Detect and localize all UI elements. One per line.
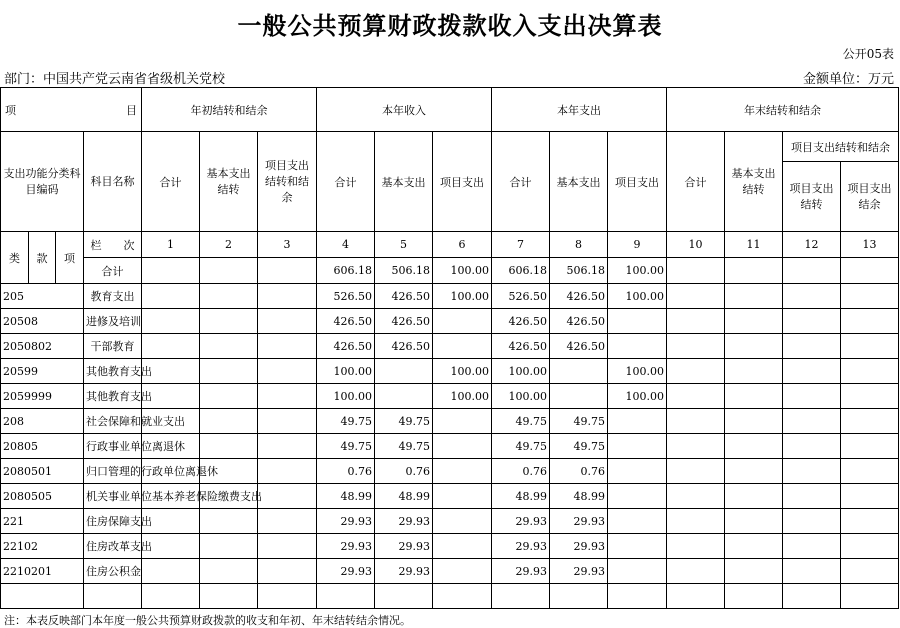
value-cell: 49.75 (550, 409, 608, 434)
value-cell: 506.18 (375, 258, 433, 284)
table-row (1, 334, 899, 359)
value-cell (608, 559, 667, 584)
header-row-groups (1, 88, 899, 132)
column-number: 3 (258, 232, 317, 258)
value-cell (550, 584, 608, 609)
value-cell (783, 309, 841, 334)
value-cell (841, 384, 899, 409)
value-cell (841, 434, 899, 459)
value-cell (667, 559, 725, 584)
value-cell (200, 309, 258, 334)
sub-header-8: 基本支出 (550, 132, 608, 232)
value-cell: 49.75 (317, 409, 375, 434)
value-cell: 426.50 (375, 309, 433, 334)
func-code-cell (1, 584, 84, 609)
value-cell (841, 409, 899, 434)
value-cell (200, 434, 258, 459)
sub-header-12: 项目支出结转 (783, 162, 841, 232)
report-title: 一般公共预算财政拨款收入支出决算表 (237, 12, 663, 40)
column-label: 栏 次 (84, 232, 142, 258)
value-cell (841, 584, 899, 609)
subject-name-cell: 社会保障和就业支出 (84, 409, 142, 434)
column-number: 9 (608, 232, 667, 258)
func-code-cell: 20508 (1, 309, 84, 334)
value-cell (258, 509, 317, 534)
value-cell: 49.75 (492, 434, 550, 459)
item-header-left: 项 (5, 103, 16, 117)
value-cell: 426.50 (375, 284, 433, 309)
value-cell: 100.00 (433, 359, 492, 384)
value-cell (258, 309, 317, 334)
value-cell: 29.93 (375, 534, 433, 559)
value-cell (841, 258, 899, 284)
value-cell (725, 284, 783, 309)
value-cell (783, 409, 841, 434)
value-cell: 100.00 (608, 359, 667, 384)
project-group-header: 项目支出结转和结余 (783, 132, 899, 162)
value-cell (258, 258, 317, 284)
value-cell (258, 434, 317, 459)
value-cell (725, 258, 783, 284)
value-cell (783, 359, 841, 384)
value-cell (258, 559, 317, 584)
value-cell (841, 559, 899, 584)
item-label: 项 (56, 232, 84, 284)
value-cell: 48.99 (375, 484, 433, 509)
value-cell: 49.75 (375, 409, 433, 434)
value-cell (725, 509, 783, 534)
value-cell (667, 434, 725, 459)
value-cell (608, 434, 667, 459)
value-cell: 100.00 (608, 284, 667, 309)
func-code-cell: 208 (1, 409, 84, 434)
table-row (1, 359, 899, 384)
value-cell (667, 509, 725, 534)
column-number: 6 (433, 232, 492, 258)
value-cell (375, 384, 433, 409)
func-code-cell: 20805 (1, 434, 84, 459)
value-cell (142, 334, 200, 359)
subject-name-cell (84, 584, 142, 609)
value-cell (783, 484, 841, 509)
value-cell: 426.50 (317, 309, 375, 334)
value-cell (841, 534, 899, 559)
sub-header-5: 基本支出 (375, 132, 433, 232)
value-cell (725, 534, 783, 559)
value-cell (608, 334, 667, 359)
value-cell: 29.93 (550, 534, 608, 559)
value-cell (608, 309, 667, 334)
table-row (1, 509, 899, 534)
value-cell (667, 309, 725, 334)
value-cell (667, 359, 725, 384)
value-cell (725, 359, 783, 384)
value-cell: 48.99 (550, 484, 608, 509)
value-cell: 49.75 (492, 409, 550, 434)
value-cell: 29.93 (550, 559, 608, 584)
footnote: 注：本表反映部门本年度一般公共预算财政拨款的收支和年初、年末结转结余情况。 (4, 614, 411, 627)
value-cell: 100.00 (433, 258, 492, 284)
value-cell: 606.18 (317, 258, 375, 284)
value-cell: 100.00 (492, 359, 550, 384)
item-header-cell (1, 88, 142, 132)
value-cell (608, 534, 667, 559)
value-cell (667, 534, 725, 559)
value-cell (200, 384, 258, 409)
func-code-cell: 2050802 (1, 334, 84, 359)
value-cell: 49.75 (317, 434, 375, 459)
value-cell (841, 334, 899, 359)
value-cell (258, 584, 317, 609)
value-cell (783, 284, 841, 309)
column-number: 12 (783, 232, 841, 258)
sub-header-9: 项目支出 (608, 132, 667, 232)
value-cell (725, 459, 783, 484)
value-cell (258, 409, 317, 434)
value-cell: 29.93 (492, 509, 550, 534)
table-row (1, 484, 899, 509)
value-cell: 526.50 (317, 284, 375, 309)
value-cell (667, 484, 725, 509)
subject-name-cell: 进修及培训 (84, 309, 142, 334)
value-cell: 48.99 (317, 484, 375, 509)
value-cell: 100.00 (317, 384, 375, 409)
value-cell: 49.75 (550, 434, 608, 459)
value-cell: 606.18 (492, 258, 550, 284)
group-header-closing: 年末结转和结余 (667, 88, 899, 132)
subject-name-cell: 教育支出 (84, 284, 142, 309)
func-code-cell: 221 (1, 509, 84, 534)
value-cell (433, 559, 492, 584)
value-cell (725, 434, 783, 459)
column-number: 13 (841, 232, 899, 258)
value-cell (433, 584, 492, 609)
value-cell (142, 258, 200, 284)
form-code: 公开05表 (842, 47, 894, 61)
value-cell (725, 409, 783, 434)
value-cell (200, 334, 258, 359)
value-cell: 29.93 (492, 534, 550, 559)
value-cell: 49.75 (375, 434, 433, 459)
amount-unit-label: 金额单位：万元 (802, 72, 894, 87)
value-cell (375, 359, 433, 384)
value-cell (200, 534, 258, 559)
column-number: 11 (725, 232, 783, 258)
value-cell: 526.50 (492, 284, 550, 309)
value-cell (783, 559, 841, 584)
value-cell (258, 534, 317, 559)
value-cell (433, 334, 492, 359)
value-cell (841, 484, 899, 509)
value-cell (667, 284, 725, 309)
value-cell (433, 309, 492, 334)
value-cell (200, 284, 258, 309)
value-cell (200, 559, 258, 584)
subject-name-cell: 其他教育支出 (84, 384, 142, 409)
table-row (1, 584, 899, 609)
budget-table (0, 87, 899, 609)
value-cell: 29.93 (317, 559, 375, 584)
func-code-cell: 205 (1, 284, 84, 309)
value-cell (725, 384, 783, 409)
value-cell (258, 359, 317, 384)
table-row (1, 534, 899, 559)
value-cell: 100.00 (433, 384, 492, 409)
sub-header-4: 合计 (317, 132, 375, 232)
value-cell: 426.50 (492, 309, 550, 334)
value-cell (200, 509, 258, 534)
value-cell: 29.93 (317, 509, 375, 534)
subject-name-cell: 机关事业单位基本养老保险缴费支出 (84, 484, 142, 509)
value-cell (433, 534, 492, 559)
func-code-cell: 2059999 (1, 384, 84, 409)
value-cell: 100.00 (317, 359, 375, 384)
value-cell: 426.50 (550, 309, 608, 334)
value-cell (433, 509, 492, 534)
value-cell (200, 258, 258, 284)
sub-header-11: 基本支出结转 (725, 132, 783, 232)
value-cell (608, 459, 667, 484)
subject-name-header: 科目名称 (84, 132, 142, 232)
value-cell (725, 584, 783, 609)
subject-name-cell: 合计 (84, 258, 142, 284)
subject-name-cell: 行政事业单位离退休 (84, 434, 142, 459)
subject-name-cell: 住房改革支出 (84, 534, 142, 559)
column-number: 7 (492, 232, 550, 258)
value-cell (258, 484, 317, 509)
department-label: 部门：中国共产党云南省省级机关党校 (4, 72, 226, 87)
subject-name-cell: 其他教育支出 (84, 359, 142, 384)
subject-name-cell: 住房保障支出 (84, 509, 142, 534)
value-cell: 0.76 (317, 459, 375, 484)
column-number: 10 (667, 232, 725, 258)
value-cell (783, 459, 841, 484)
sub-header-10: 合计 (667, 132, 725, 232)
value-cell (667, 384, 725, 409)
value-cell (783, 509, 841, 534)
value-cell (725, 559, 783, 584)
value-cell (783, 434, 841, 459)
value-cell: 426.50 (317, 334, 375, 359)
value-cell: 29.93 (375, 559, 433, 584)
column-number: 5 (375, 232, 433, 258)
sub-header-1: 合计 (142, 132, 200, 232)
value-cell (258, 384, 317, 409)
value-cell (783, 584, 841, 609)
table-row (1, 459, 899, 484)
value-cell: 29.93 (317, 534, 375, 559)
value-cell (433, 484, 492, 509)
value-cell: 426.50 (375, 334, 433, 359)
value-cell (667, 584, 725, 609)
section-label: 款 (29, 232, 56, 284)
sub-header-3: 项目支出结转和结余 (258, 132, 317, 232)
value-cell (608, 584, 667, 609)
sub-header-7: 合计 (492, 132, 550, 232)
value-cell (142, 584, 200, 609)
value-cell (608, 484, 667, 509)
func-code-cell: 2210201 (1, 559, 84, 584)
value-cell (142, 309, 200, 334)
value-cell: 100.00 (608, 384, 667, 409)
value-cell (841, 509, 899, 534)
value-cell: 29.93 (375, 509, 433, 534)
value-cell (433, 434, 492, 459)
header-row-columns (1, 232, 899, 258)
value-cell: 426.50 (492, 334, 550, 359)
column-number: 8 (550, 232, 608, 258)
value-cell: 426.50 (550, 334, 608, 359)
func-code-cell: 20599 (1, 359, 84, 384)
value-cell (667, 409, 725, 434)
table-row (1, 434, 899, 459)
table-row (1, 284, 899, 309)
value-cell (667, 459, 725, 484)
value-cell (433, 459, 492, 484)
value-cell (492, 584, 550, 609)
value-cell (258, 284, 317, 309)
value-cell (550, 359, 608, 384)
item-header-right: 目 (126, 103, 137, 117)
value-cell (841, 309, 899, 334)
value-cell (608, 509, 667, 534)
value-cell (725, 309, 783, 334)
value-cell (258, 334, 317, 359)
value-cell (841, 459, 899, 484)
value-cell (841, 359, 899, 384)
group-header-expense: 本年支出 (492, 88, 667, 132)
table-row (1, 409, 899, 434)
class-label: 类 (1, 232, 29, 284)
column-number: 1 (142, 232, 200, 258)
table-row (1, 559, 899, 584)
value-cell (783, 334, 841, 359)
value-cell (433, 409, 492, 434)
func-code-cell: 2080505 (1, 484, 84, 509)
group-header-opening: 年初结转和结余 (142, 88, 317, 132)
value-cell: 100.00 (492, 384, 550, 409)
table-row (1, 258, 899, 284)
value-cell (841, 284, 899, 309)
sub-header-6: 项目支出 (433, 132, 492, 232)
value-cell: 506.18 (550, 258, 608, 284)
value-cell: 29.93 (550, 509, 608, 534)
value-cell (725, 334, 783, 359)
table-row (1, 384, 899, 409)
value-cell: 0.76 (550, 459, 608, 484)
table-row (1, 309, 899, 334)
subject-name-cell: 干部教育 (84, 334, 142, 359)
value-cell (200, 359, 258, 384)
value-cell (142, 559, 200, 584)
column-number: 2 (200, 232, 258, 258)
group-header-income: 本年收入 (317, 88, 492, 132)
value-cell: 29.93 (492, 559, 550, 584)
value-cell: 48.99 (492, 484, 550, 509)
header-row-sub1 (1, 132, 899, 162)
func-code-cell: 2080501 (1, 459, 84, 484)
value-cell (375, 584, 433, 609)
value-cell (783, 258, 841, 284)
value-cell (550, 384, 608, 409)
value-cell (317, 584, 375, 609)
value-cell (200, 584, 258, 609)
column-number: 4 (317, 232, 375, 258)
value-cell: 426.50 (550, 284, 608, 309)
value-cell: 100.00 (433, 284, 492, 309)
value-cell (667, 258, 725, 284)
value-cell (667, 334, 725, 359)
value-cell (783, 534, 841, 559)
value-cell (200, 409, 258, 434)
value-cell (783, 384, 841, 409)
value-cell (258, 459, 317, 484)
value-cell: 0.76 (492, 459, 550, 484)
func-code-cell: 22102 (1, 534, 84, 559)
sub-header-2: 基本支出结转 (200, 132, 258, 232)
subject-name-cell: 归口管理的行政单位离退休 (84, 459, 142, 484)
func-code-header: 支出功能分类科目编码 (1, 132, 84, 232)
value-cell (142, 284, 200, 309)
subject-name-cell: 住房公积金 (84, 559, 142, 584)
sub-header-13: 项目支出结余 (841, 162, 899, 232)
value-cell (608, 409, 667, 434)
value-cell: 0.76 (375, 459, 433, 484)
value-cell (725, 484, 783, 509)
value-cell: 100.00 (608, 258, 667, 284)
